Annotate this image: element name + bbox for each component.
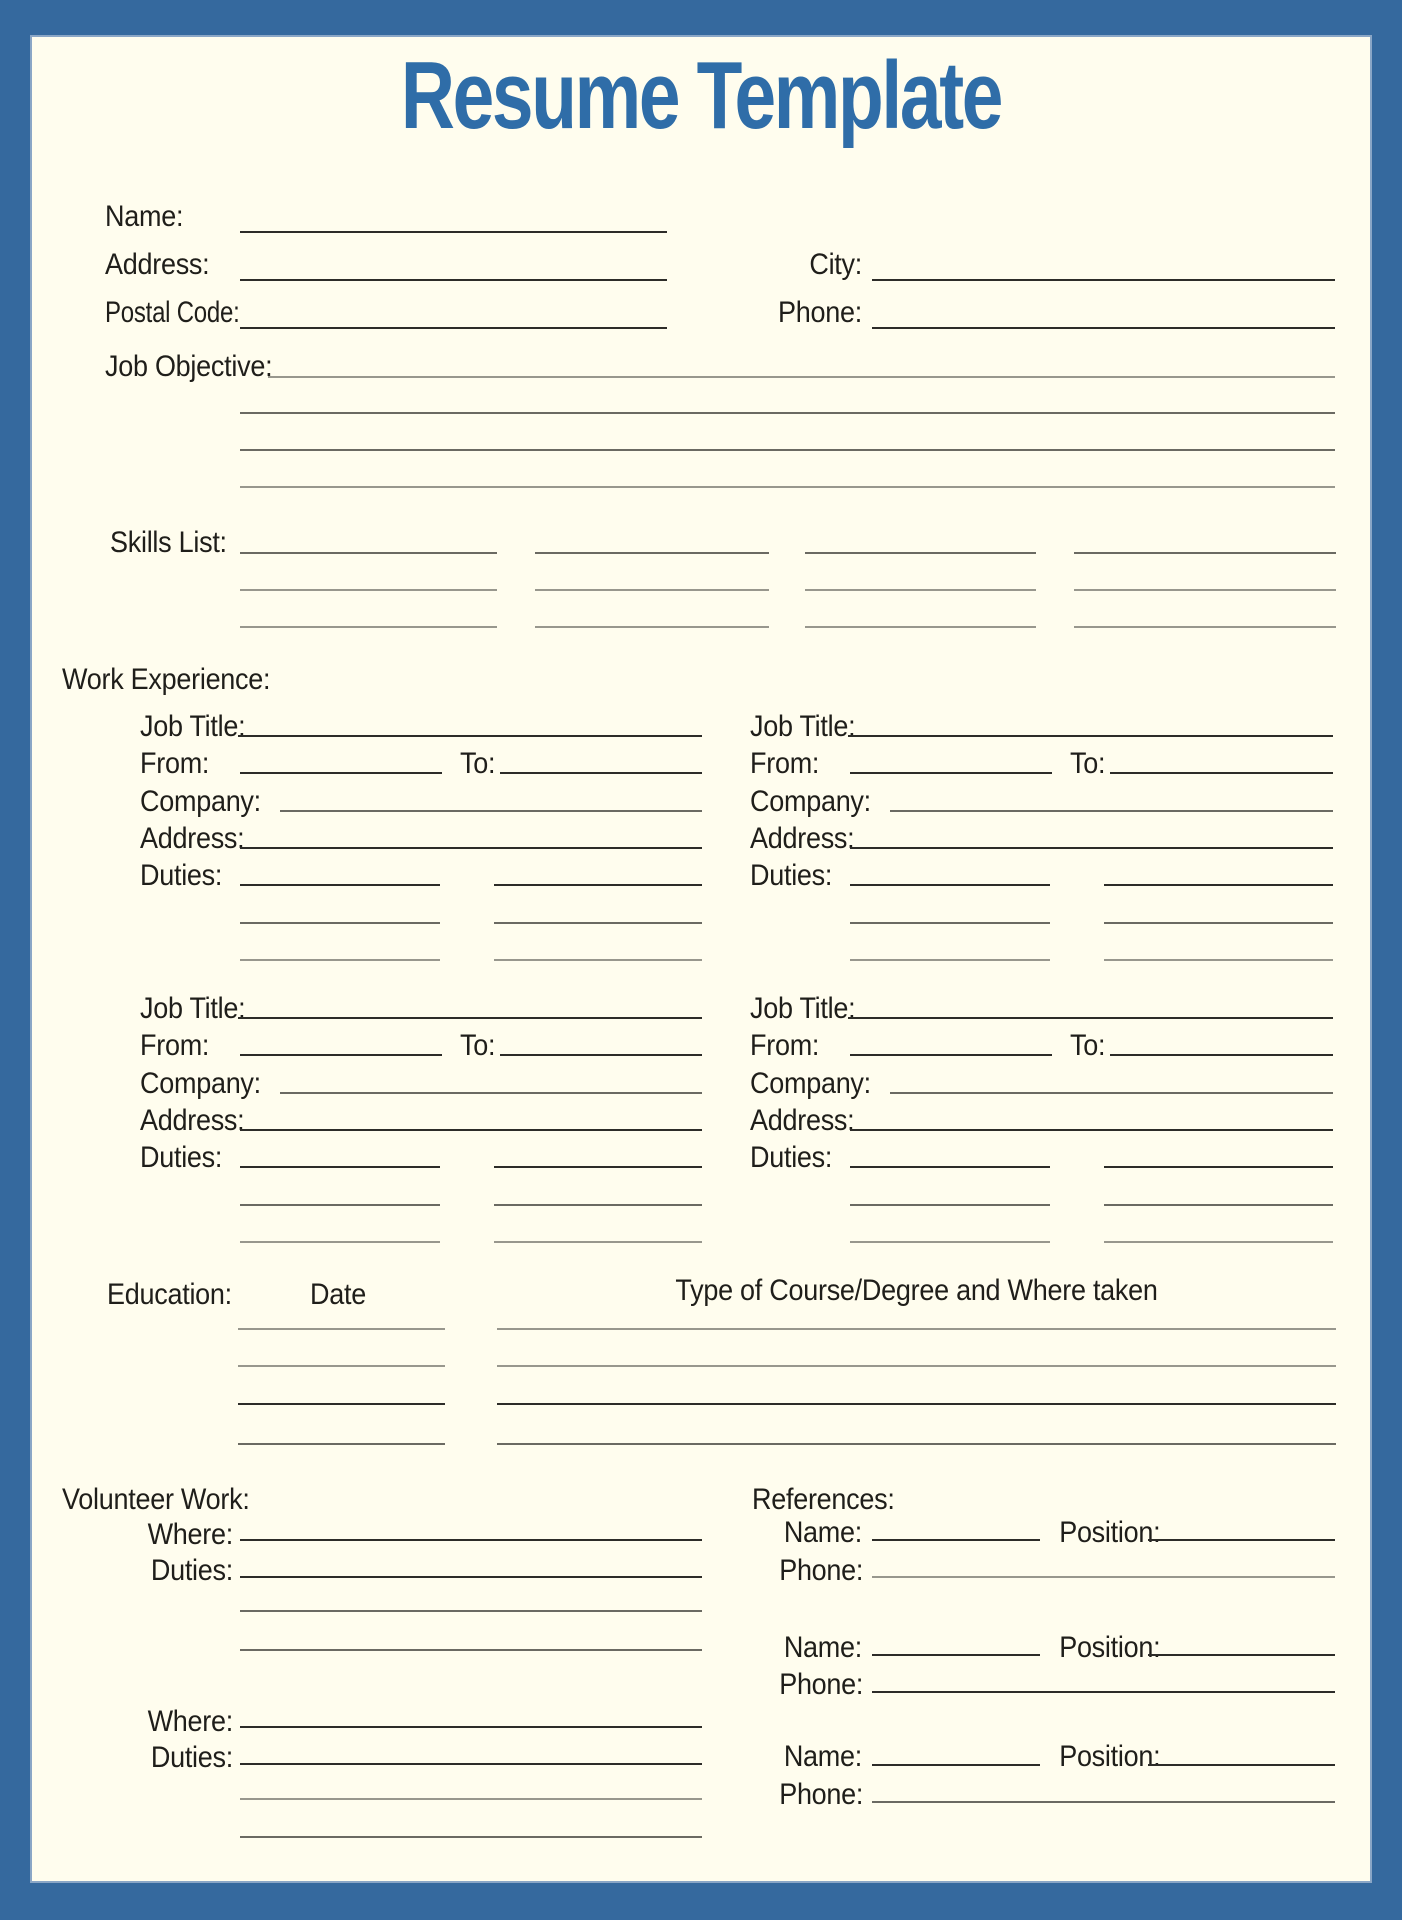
name-field-line[interactable]	[240, 231, 667, 233]
address-line[interactable]	[240, 847, 702, 849]
from-label: From:	[750, 747, 820, 780]
phone-field-line[interactable]	[872, 327, 1335, 329]
duties-label: Duties:	[750, 1141, 833, 1174]
name-label: Name:	[105, 200, 184, 233]
duties-line[interactable]	[240, 1241, 440, 1243]
volunteer-duties-line[interactable]	[240, 1649, 702, 1651]
address-label: Address:	[105, 248, 210, 281]
volunteer-duties-line[interactable]	[240, 1798, 702, 1800]
duties-line[interactable]	[850, 959, 1050, 961]
volunteer-work-heading: Volunteer Work:	[62, 1483, 250, 1516]
duties-line[interactable]	[850, 1166, 1050, 1168]
education-date-line[interactable]	[238, 1443, 445, 1445]
skill-line[interactable]	[240, 552, 497, 554]
job-title-line[interactable]	[848, 735, 1333, 737]
skill-line[interactable]	[535, 552, 769, 554]
to-label: To:	[460, 1029, 496, 1062]
education-date-line[interactable]	[238, 1328, 445, 1330]
duties-line[interactable]	[494, 959, 702, 961]
reference-name-line[interactable]	[872, 1539, 1040, 1541]
address-line[interactable]	[240, 1129, 702, 1131]
duties-line[interactable]	[240, 1204, 440, 1206]
reference-position-line[interactable]	[1148, 1764, 1335, 1766]
skills-list-label: Skills List:	[110, 526, 227, 559]
education-course-line[interactable]	[497, 1443, 1336, 1445]
skill-line[interactable]	[535, 589, 769, 591]
reference-position-label: Position:	[1059, 1740, 1161, 1773]
skill-line[interactable]	[805, 552, 1036, 554]
duties-label: Duties:	[750, 859, 833, 892]
education-date-line[interactable]	[238, 1365, 445, 1367]
reference-name-line[interactable]	[872, 1654, 1040, 1656]
reference-phone-line[interactable]	[872, 1801, 1335, 1803]
phone-label: Phone:	[778, 296, 862, 329]
duties-line[interactable]	[494, 1166, 702, 1168]
reference-name-label: Name:	[783, 1740, 862, 1773]
volunteer-where-label: Where:	[147, 1518, 233, 1551]
volunteer-duties-label: Duties:	[150, 1741, 233, 1774]
to-label: To:	[460, 747, 496, 780]
volunteer-duties-line[interactable]	[240, 1610, 702, 1612]
company-label: Company:	[750, 785, 871, 818]
volunteer-where-label: Where:	[147, 1705, 233, 1738]
duties-line[interactable]	[850, 922, 1050, 924]
company-line[interactable]	[280, 1092, 702, 1094]
company-line[interactable]	[280, 810, 702, 812]
reference-phone-label: Phone:	[779, 1778, 864, 1811]
volunteer-duties-label: Duties:	[150, 1554, 233, 1587]
duties-line[interactable]	[850, 1204, 1050, 1206]
duties-line[interactable]	[1104, 922, 1333, 924]
skill-line[interactable]	[805, 626, 1036, 628]
job-entry-2-right	[750, 992, 1333, 1247]
job-title-label: Job Title:	[750, 992, 856, 1025]
job-entry-1-left	[140, 710, 702, 965]
education-label: Education:	[107, 1278, 232, 1311]
company-line[interactable]	[890, 1092, 1333, 1094]
duties-line[interactable]	[494, 922, 702, 924]
address-line[interactable]	[850, 847, 1333, 849]
job-title-label: Job Title:	[140, 992, 246, 1025]
education-date-line[interactable]	[238, 1403, 445, 1405]
duties-line[interactable]	[850, 884, 1050, 886]
duties-line[interactable]	[494, 1241, 702, 1243]
duties-line[interactable]	[240, 959, 440, 961]
to-line[interactable]	[1110, 1054, 1333, 1056]
job-objective-line-2[interactable]	[240, 412, 1335, 414]
from-label: From:	[140, 747, 210, 780]
duties-line[interactable]	[850, 1241, 1050, 1243]
reference-name-line[interactable]	[872, 1764, 1040, 1766]
to-label: To:	[1070, 1029, 1106, 1062]
duties-line[interactable]	[1104, 1204, 1333, 1206]
company-label: Company:	[140, 785, 261, 818]
job-title-label: Job Title:	[140, 710, 246, 743]
reference-position-label: Position:	[1059, 1516, 1161, 1549]
to-line[interactable]	[500, 1054, 702, 1056]
skill-line[interactable]	[535, 626, 769, 628]
education-date-header: Date	[310, 1278, 366, 1311]
duties-label: Duties:	[140, 859, 223, 892]
skill-line[interactable]	[805, 589, 1036, 591]
skill-line[interactable]	[1074, 589, 1336, 591]
to-label: To:	[1070, 747, 1106, 780]
from-line[interactable]	[240, 772, 442, 774]
education-course-header: Type of Course/Degree and Where taken	[675, 1274, 1158, 1307]
duties-line[interactable]	[1104, 959, 1333, 961]
city-label: City:	[809, 248, 862, 281]
volunteer-duties-line[interactable]	[240, 1763, 702, 1765]
address-line[interactable]	[850, 1129, 1333, 1131]
address-label: Address:	[750, 822, 855, 855]
address-label: Address:	[140, 822, 245, 855]
duties-line[interactable]	[494, 884, 702, 886]
education-course-line[interactable]	[497, 1328, 1336, 1330]
skill-line[interactable]	[240, 589, 497, 591]
job-objective-line-4[interactable]	[240, 486, 1335, 488]
from-line[interactable]	[240, 1054, 442, 1056]
reference-name-label: Name:	[783, 1516, 862, 1549]
duties-line[interactable]	[1104, 1166, 1333, 1168]
from-label: From:	[750, 1029, 820, 1062]
duties-line[interactable]	[240, 1166, 440, 1168]
reference-phone-line[interactable]	[872, 1691, 1335, 1693]
reference-phone-line[interactable]	[872, 1576, 1335, 1578]
volunteer-duties-line[interactable]	[240, 1576, 702, 1578]
skill-line[interactable]	[1074, 626, 1336, 628]
volunteer-where-line[interactable]	[240, 1539, 702, 1541]
to-line[interactable]	[500, 772, 702, 774]
duties-line[interactable]	[240, 884, 440, 886]
reference-phone-label: Phone:	[779, 1668, 864, 1701]
job-objective-line-3[interactable]	[240, 449, 1335, 451]
reference-position-line[interactable]	[1148, 1539, 1335, 1541]
reference-name-label: Name:	[783, 1631, 862, 1664]
job-title-line[interactable]	[848, 1017, 1333, 1019]
volunteer-where-line[interactable]	[240, 1726, 702, 1728]
education-course-line[interactable]	[497, 1365, 1336, 1367]
references-heading: References:	[752, 1483, 895, 1516]
reference-position-label: Position:	[1059, 1631, 1161, 1664]
page-title: Resume Template	[400, 42, 1002, 149]
duties-line[interactable]	[494, 1204, 702, 1206]
job-title-line[interactable]	[238, 735, 702, 737]
job-entry-2-left	[140, 992, 702, 1247]
duties-line[interactable]	[1104, 884, 1333, 886]
company-line[interactable]	[890, 810, 1333, 812]
postal-code-label: Postal Code:	[105, 296, 240, 329]
job-objective-line-1[interactable]	[268, 376, 1335, 378]
from-line[interactable]	[850, 772, 1052, 774]
duties-line[interactable]	[240, 922, 440, 924]
city-field-line[interactable]	[872, 279, 1335, 281]
address-label: Address:	[140, 1104, 245, 1137]
address-label: Address:	[750, 1104, 855, 1137]
company-label: Company:	[750, 1067, 871, 1100]
duties-label: Duties:	[140, 1141, 223, 1174]
job-title-label: Job Title:	[750, 710, 856, 743]
to-line[interactable]	[1110, 772, 1333, 774]
volunteer-duties-line[interactable]	[240, 1836, 702, 1838]
postal-code-field-line[interactable]	[240, 327, 667, 329]
job-objective-label: Job Objective:	[105, 350, 273, 383]
from-label: From:	[140, 1029, 210, 1062]
from-line[interactable]	[850, 1054, 1052, 1056]
company-label: Company:	[140, 1067, 261, 1100]
education-course-line[interactable]	[497, 1403, 1336, 1405]
reference-phone-label: Phone:	[779, 1554, 864, 1587]
address-field-line[interactable]	[240, 279, 667, 281]
reference-position-line[interactable]	[1148, 1654, 1335, 1656]
duties-line[interactable]	[1104, 1241, 1333, 1243]
skill-line[interactable]	[240, 626, 497, 628]
job-entry-1-right	[750, 710, 1333, 965]
work-experience-heading: Work Experience:	[62, 663, 271, 696]
skill-line[interactable]	[1074, 552, 1336, 554]
job-title-line[interactable]	[238, 1017, 702, 1019]
